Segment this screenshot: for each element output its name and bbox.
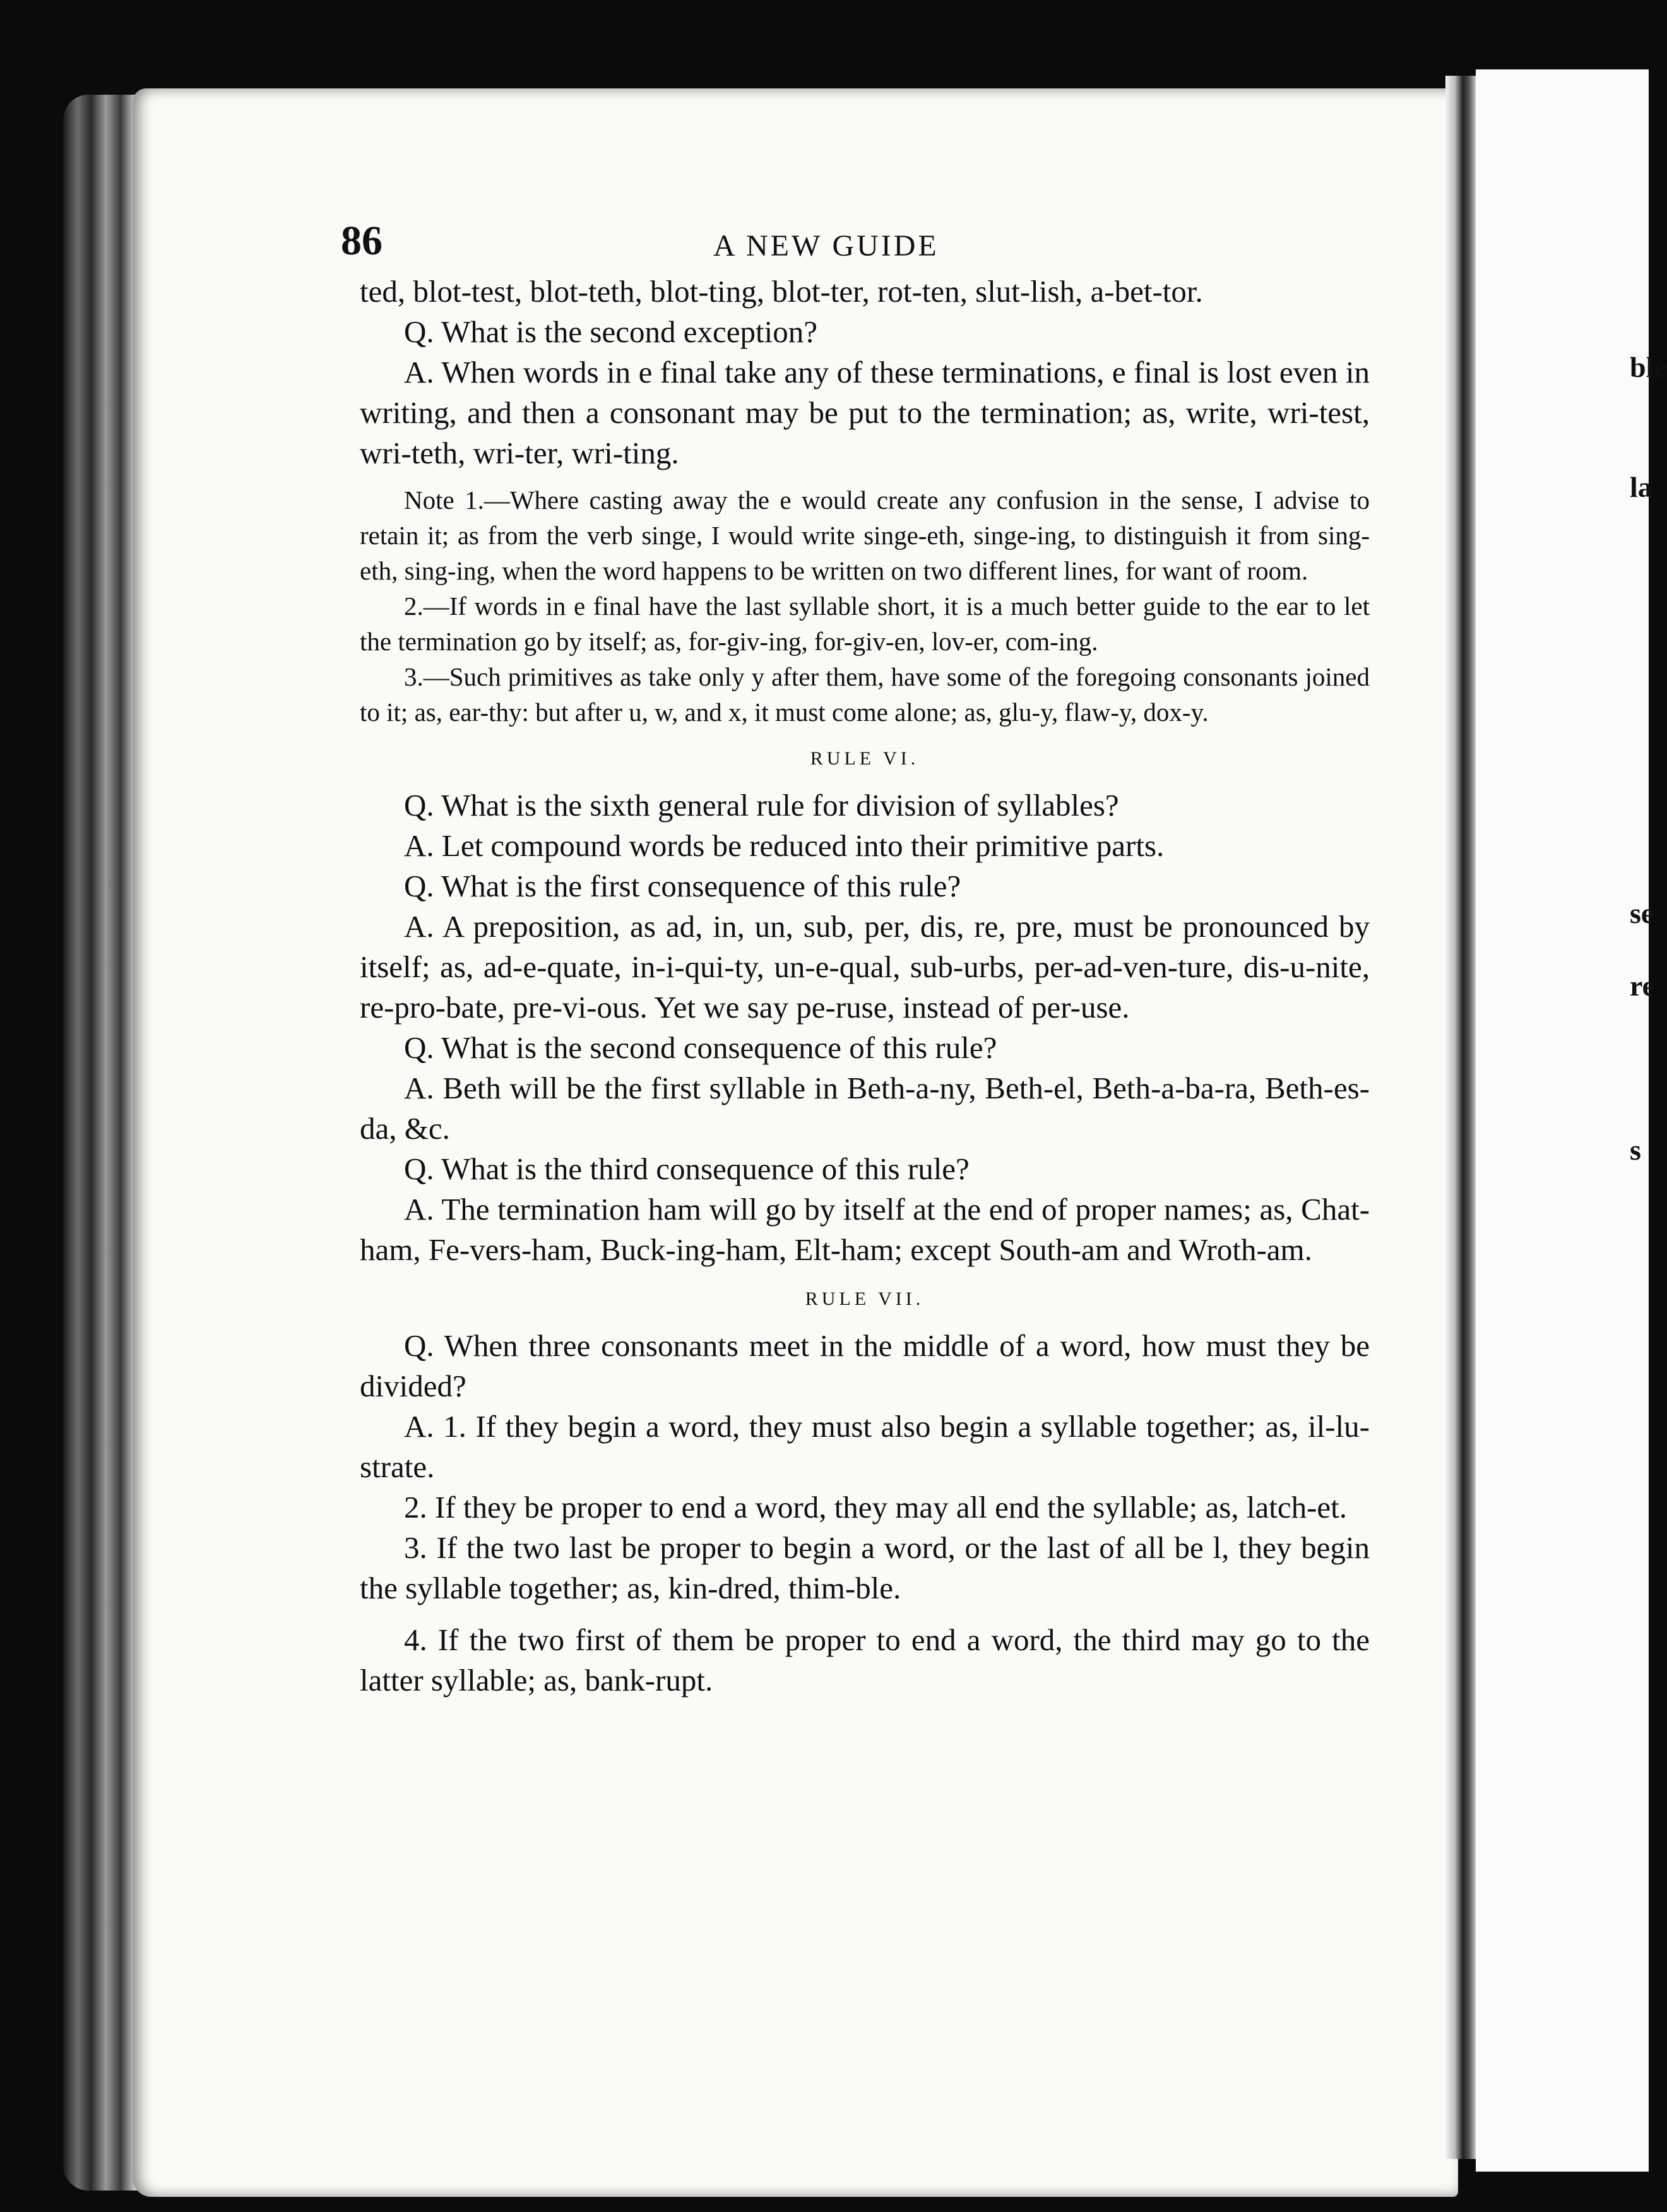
- answer: A. The termination ham will go by itself at the end of proper names; as, Chat-ham, Fe-vers-ham, Buck-ing-ham, Elt-ham; except South-am and Wroth-am.: [360, 1192, 1370, 1267]
- facing-page-fragment: se: [1630, 897, 1654, 929]
- question: Q. What is the sixth general rule for division of syllables?: [404, 788, 1119, 823]
- answer: A. Let compound words be reduced into their primitive parts.: [404, 828, 1165, 863]
- note: 3.—Such primitives as take only y after them, have some of the foregoing consonants joined to it; as, ear-thy: but after u, w, and x, it must come alone; as, glu-y, flaw-y, dox-y.: [360, 662, 1370, 727]
- question: Q. What is the first consequence of this rule?: [404, 869, 961, 903]
- running-head: [341, 208, 1370, 271]
- answer: 4. If the two first of them be proper to end a word, the third may go to the latter syllable; as, bank-rupt.: [360, 1622, 1370, 1698]
- rule-heading: RULE VI.: [810, 748, 920, 769]
- facing-page-fragment: la: [1630, 471, 1652, 503]
- note: 2.—If words in e final have the last syllable short, it is a much better guide to the ear to let the termination go by itself; as, for-giv-ing, for-giv-en, lov-er, com-ing.: [360, 592, 1370, 656]
- facing-page-fragment: s: [1630, 1134, 1641, 1166]
- question: Q. What is the second consequence of this rule?: [404, 1030, 997, 1065]
- note: Note 1.—Where casting away the e would create any confusion in the sense, I advise to retain it; as from the verb singe, I would write singe-eth, singe-ing, to distinguish it from sing-eth, sing-ing, when the word happens to be written on two different lines, for want of room.: [360, 485, 1370, 585]
- page-text: [341, 208, 1370, 1701]
- paragraph: ted, blot-test, blot-teth, blot-ting, blot-ter, rot-ten, slut-lish, a-bet-tor.: [360, 274, 1203, 309]
- running-title: A NEW GUIDE: [713, 229, 939, 263]
- answer: A. Beth will be the first syllable in Beth-a-ny, Beth-el, Beth-a-ba-ra, Beth-es-da, &c.: [360, 1071, 1370, 1146]
- page-number: 86: [341, 218, 383, 264]
- question: Q. What is the third consequence of this rule?: [404, 1151, 970, 1186]
- answer: 3. If the two last be proper to begin a word, or the last of all be l, they begin the syllable together; as, kin-dred, thim-ble.: [360, 1530, 1370, 1605]
- rule-heading: RULE VII.: [805, 1288, 925, 1309]
- facing-page-fragment: ble: [1630, 351, 1667, 383]
- notes: [360, 482, 1370, 730]
- spacer: [360, 1608, 1370, 1620]
- answer: A. 1. If they begin a word, they must also begin a syllable together; as, il-lu-strate.: [360, 1409, 1370, 1484]
- question: Q. What is the second exception?: [404, 314, 817, 349]
- answer: A. A preposition, as ad, in, un, sub, per, dis, re, pre, must be pronounced by itself; as, ad-e-quate, in-i-qui-ty, un-e-qual, sub-urbs, per-ad-ven-ture, dis-u-nite, re-pro-bate, pre-vi-ous. Yet we say pe-ruse, instead of per-use.: [360, 909, 1370, 1025]
- facing-page: [1476, 69, 1649, 2172]
- facing-page-fragment: re: [1630, 970, 1656, 1002]
- answer: 2. If they be proper to end a word, they may all end the syllable; as, latch-et.: [404, 1490, 1347, 1525]
- book-gutter: [1445, 76, 1477, 2159]
- answer: A. When words in e final take any of these terminations, e final is lost even in writing, and then a consonant may be put to the termination; as, write, wri-test, wri-teth, wri-ter, wri-ting.: [360, 355, 1370, 470]
- question: Q. When three consonants meet in the middle of a word, how must they be divided?: [360, 1328, 1370, 1403]
